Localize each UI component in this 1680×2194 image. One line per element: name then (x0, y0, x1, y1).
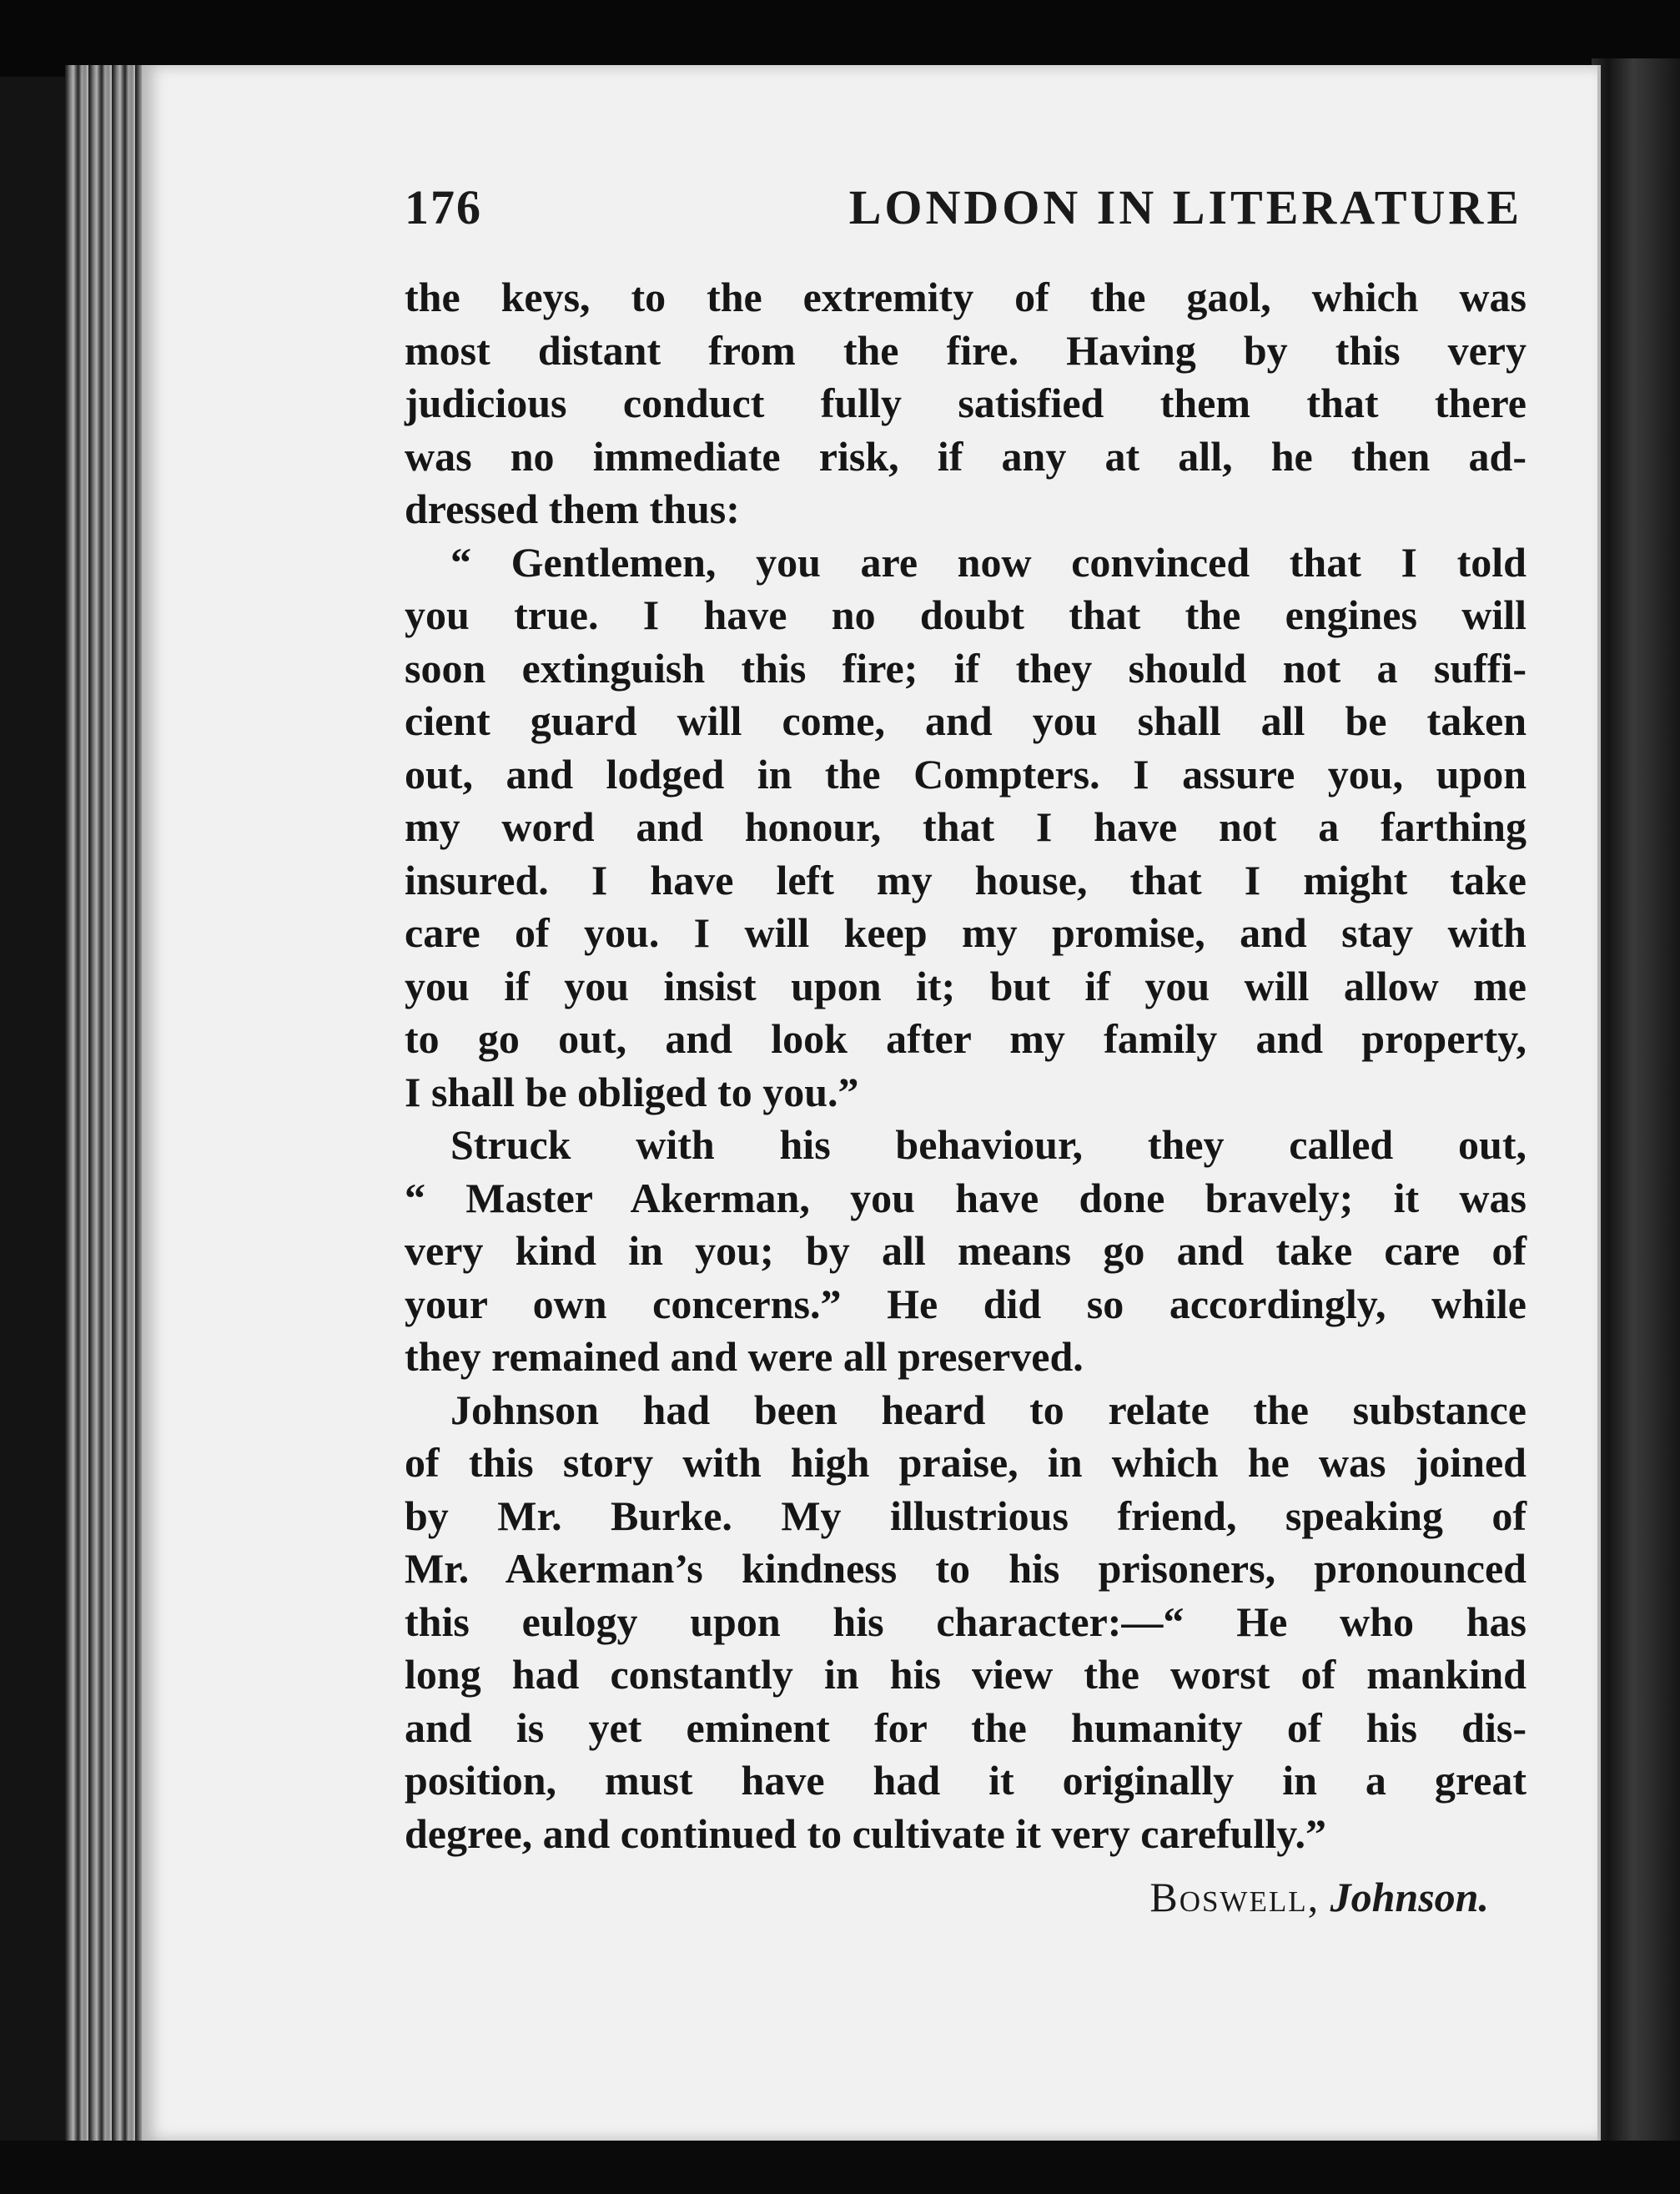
text-line: judicious conduct fully satisfied them that there (405, 380, 1527, 426)
text-line: and is yet eminent for the humanity of his dis- (405, 1703, 1527, 1751)
text-line: they remained and were all preserved. (405, 1333, 1084, 1380)
body-text (405, 271, 1527, 1860)
text-line: was no immediate risk, if any at all, he then ad- (405, 432, 1527, 480)
text-line: most distant from the fire. Having by this very (405, 326, 1527, 374)
text-line: this eulogy upon his character:—“ He who has (405, 1598, 1527, 1645)
text-line: the keys, to the extremity of the gaol, which was (405, 274, 1527, 320)
page-header (405, 179, 1522, 246)
attribution-author: Boswell, (1149, 1874, 1320, 1920)
text-line: you true. I have no doubt that the engines will (405, 591, 1527, 638)
text-line: by Mr. Burke. My illustrious friend, speaking of (405, 1492, 1527, 1539)
scan-bottom-border (0, 2141, 1680, 2194)
text-line: cient guard will come, and you shall all be taken (405, 697, 1527, 744)
text-line: care of you. I will keep my promise, and stay with (405, 909, 1527, 956)
scan-right-border (1592, 58, 1680, 2144)
text-line: Mr. Akerman’s kindness to his prisoners, pronounced (405, 1545, 1527, 1592)
running-title: LONDON IN LITERATURE (848, 180, 1522, 234)
text-line: out, and lodged in the Compters. I assure you, upon (405, 750, 1527, 798)
attribution (405, 1873, 1489, 1921)
text-line: very kind in you; by all means go and take care of (405, 1227, 1527, 1274)
text-line: long had constantly in his view the worst of mankind (405, 1651, 1527, 1698)
text-line: Struck with his behaviour, they called out, (450, 1121, 1527, 1168)
text-line: degree, and continued to cultivate it very carefully.” (405, 1809, 1326, 1857)
text-line: “ Master Akerman, you have done bravely; it was (405, 1174, 1527, 1221)
page-number: 176 (405, 180, 482, 234)
text-line: your own concerns.” He did so accordingly, while (405, 1280, 1527, 1327)
attribution-work: Johnson. (1330, 1874, 1489, 1920)
text-line: Johnson had been heard to relate the substance (450, 1386, 1527, 1433)
text-line: my word and honour, that I have not a farthing (405, 803, 1527, 850)
text-line: dressed them thus: (405, 486, 740, 532)
text-line: “ Gentlemen, you are now convinced that I told (450, 538, 1527, 586)
text-line: insured. I have left my house, that I might take (405, 856, 1527, 903)
text-line: of this story with high praise, in which he was joined (405, 1439, 1527, 1486)
text-line: to go out, and look after my family and property, (405, 1015, 1527, 1062)
text-line: soon extinguish this fire; if they should not a suffi- (405, 644, 1527, 692)
text-line: you if you insist upon it; but if you will allow me (405, 962, 1527, 1009)
text-line: I shall be obliged to you.” (405, 1068, 859, 1115)
text-line: position, must have had it originally in a great (405, 1757, 1527, 1804)
